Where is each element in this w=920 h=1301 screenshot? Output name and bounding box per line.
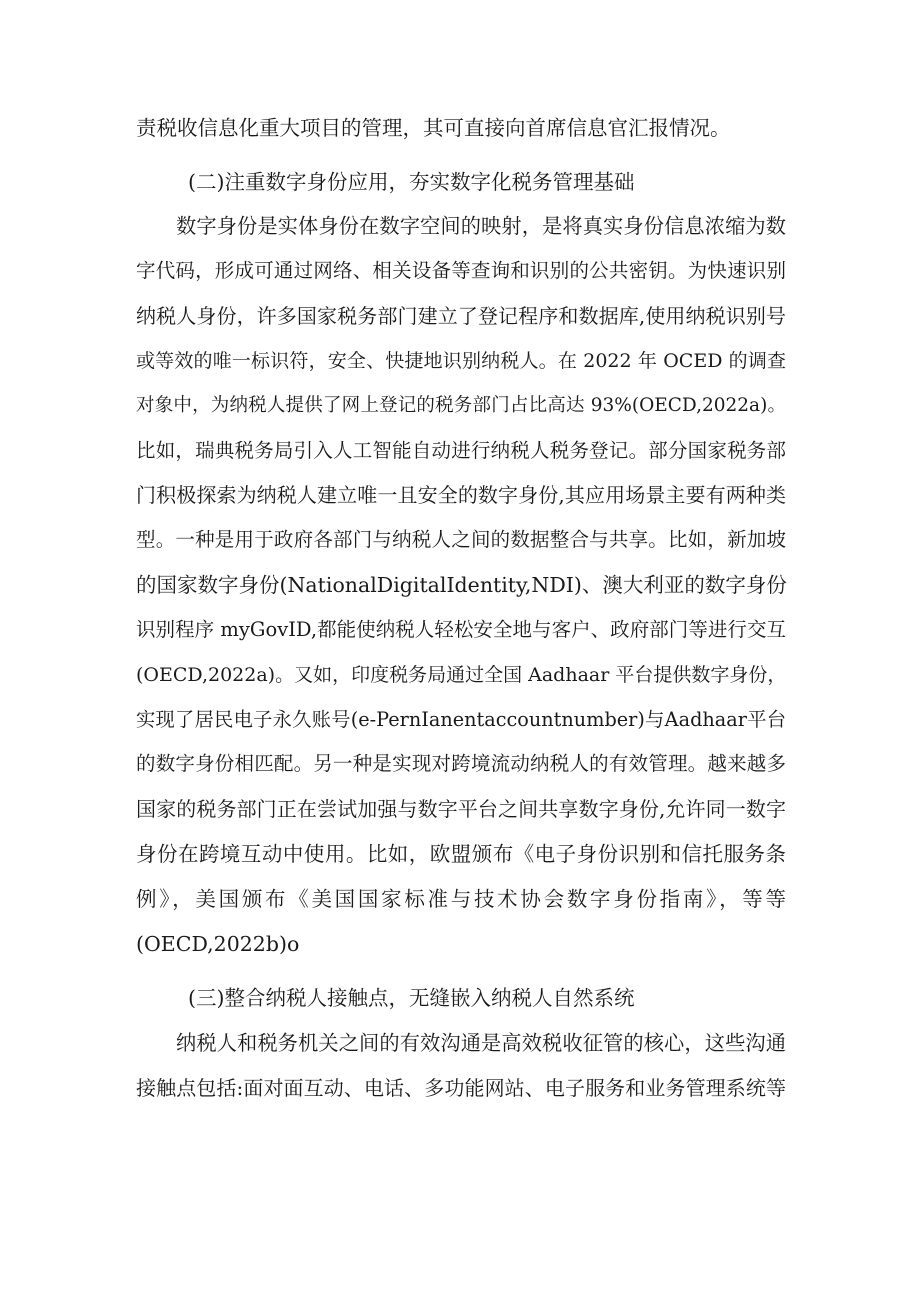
paragraph-line: 对象中，为纳税人提供了网上登记的税务部门占比高达 93%(OECD,2022a)。 <box>136 395 786 416</box>
paragraph-line: (OECD,2022a)。又如，印度税务局通过全国 Aadhaar 平台提供数字身份， <box>136 664 787 686</box>
paragraph-line: (OECD,2022b)o <box>136 932 300 956</box>
paragraph-line: 型。一种是用于政府各部门与纳税人之间的数据整合与共享。比如，新加坡 <box>136 528 786 551</box>
paragraph-line: 数字身份是实体身份在数字空间的映射，是将真实身份信息浓缩为数 <box>176 214 786 238</box>
paragraph-line: 门积极探索为纳税人建立唯一且安全的数字身份,其应用场景主要有两种类 <box>136 483 786 507</box>
paragraph-line: 比如，瑞典税务局引入人工智能自动进行纳税人税务登记。部分国家税务部 <box>136 439 786 462</box>
paragraph-line: 例》，美国颁布《美国国家标准与技术协会数字身份指南》，等等 <box>136 887 786 911</box>
paragraph-line: 纳税人身份，许多国家税务部门建立了登记程序和数据库,使用纳税识别号 <box>136 304 786 328</box>
paragraph-line: 接触点包括:面对面互动、电话、多功能网站、电子服务和业务管理系统等 <box>136 1076 786 1100</box>
paragraph-line: 字代码，形成可通过网络、相关设备等查询和识别的公共密钥。为快速识别 <box>136 259 786 282</box>
paragraph-line: 的国家数字身份(NationalDigitalIdentity,NDI)、澳大利亚的数字身份 <box>136 573 787 597</box>
paragraph-line: 责税收信息化重大项目的管理，其可直接向首席信息官汇报情况。 <box>136 116 731 140</box>
paragraph-line: 纳税人和税务机关之间的有效沟通是高效税收征管的核心，这些沟通 <box>176 1031 786 1055</box>
section-heading-2: (二)注重数字身份应用，夯实数字化税务管理基础 <box>188 170 635 194</box>
paragraph-line: 识别程序 myGovID,都能使纳税人轻松安全地与客户、政府部门等进行交互 <box>136 618 786 641</box>
paragraph-line: 国家的税务部门正在尝试加强与数字平台之间共享数字身份,允许同一数字 <box>136 797 786 821</box>
paragraph-line: 或等效的唯一标识符，安全、快捷地识别纳税人。在 2022 年 OCED 的调查 <box>136 350 786 372</box>
paragraph-line: 身份在跨境互动中使用。比如，欧盟颁布《电子身份识别和信托服务条 <box>136 842 786 866</box>
paragraph-line: 实现了居民电子永久账号(e-PernIanentaccountnumber)与Aadhaar平台 <box>136 708 786 731</box>
section-heading-3: (三)整合纳税人接触点，无缝嵌入纳税人自然系统 <box>188 986 635 1010</box>
paragraph-line: 的数字身份相匹配。另一种是实现对跨境流动纳税人的有效管理。越来越多 <box>136 752 786 775</box>
